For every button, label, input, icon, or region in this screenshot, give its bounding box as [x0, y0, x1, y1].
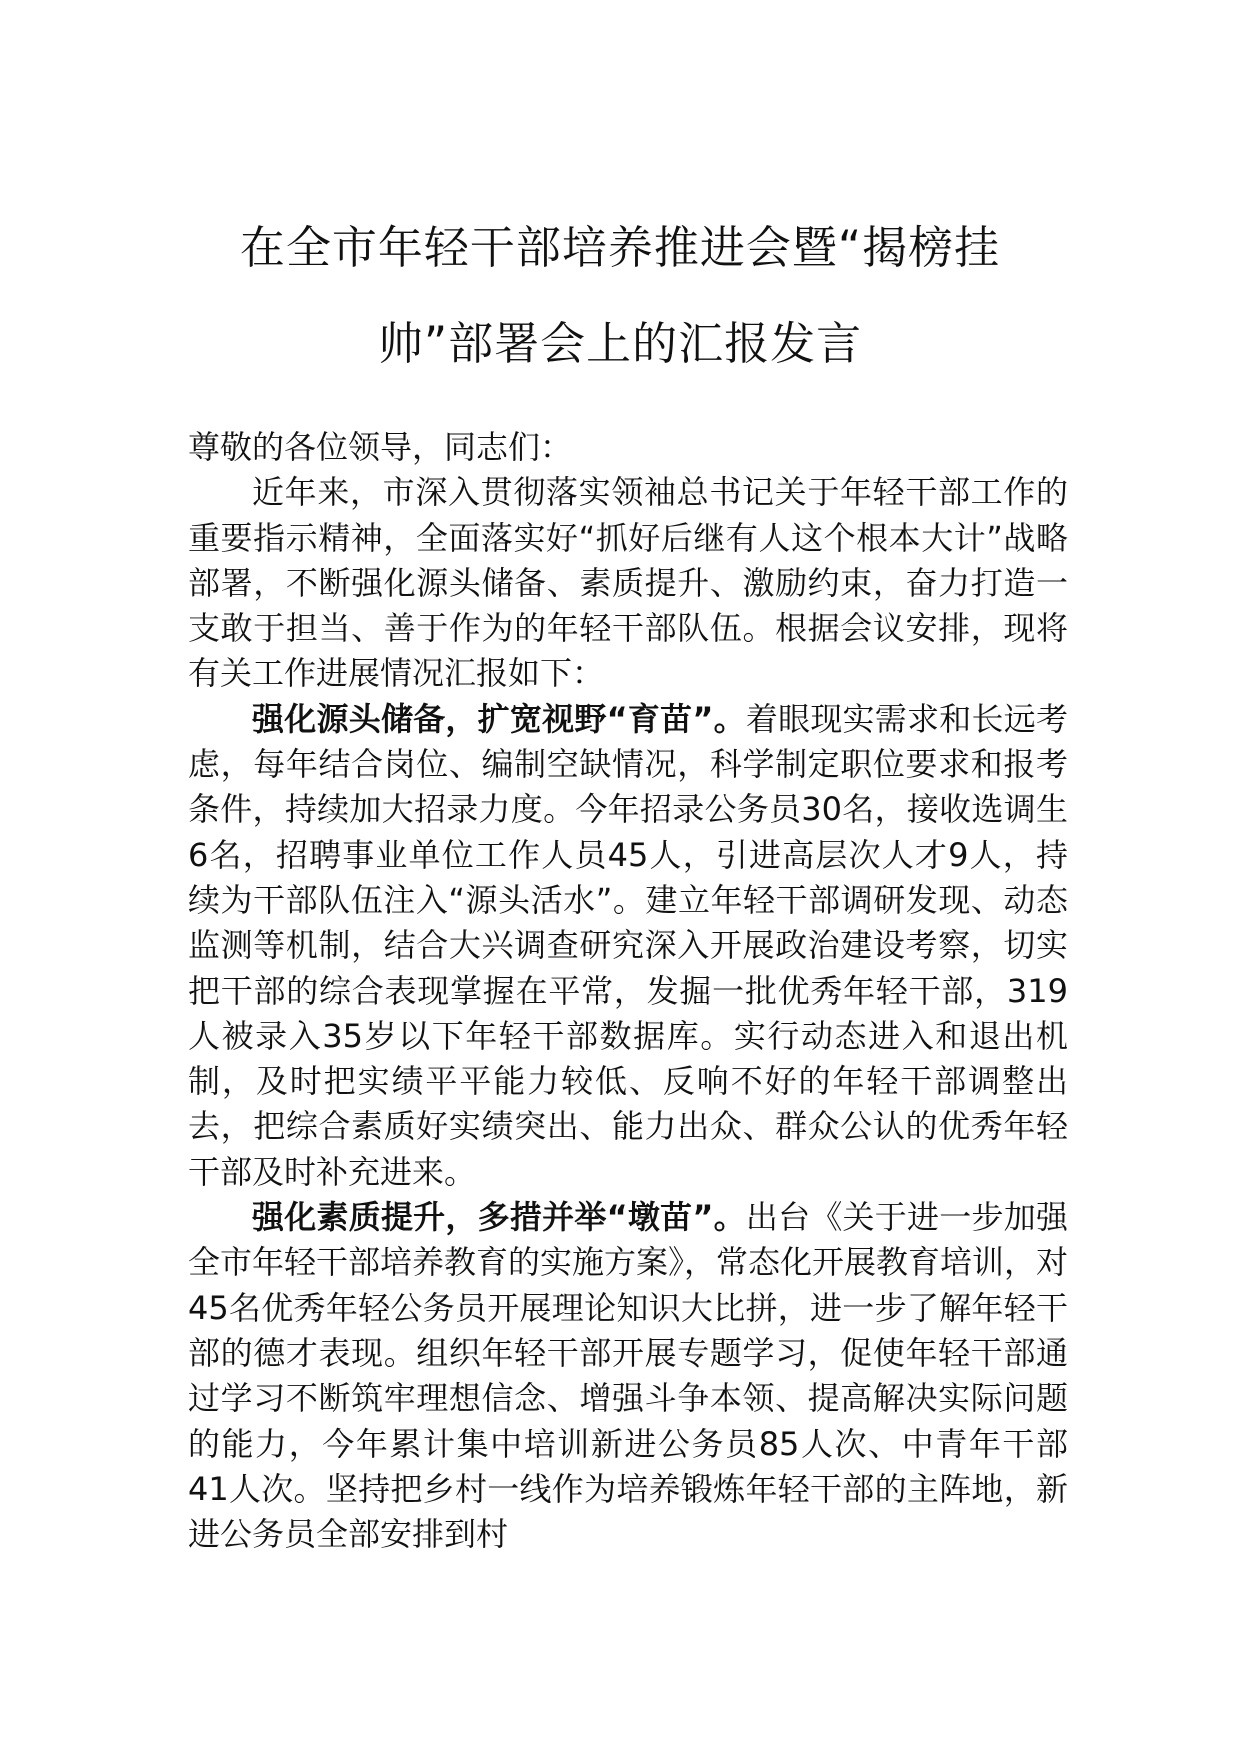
- title-line-1: 在全市年轻干部培养推进会暨“揭榜挂: [239, 221, 1001, 274]
- document-body: [188, 425, 1068, 1557]
- intro-paragraph: 近年来，市深入贯彻落实领袖总书记关于年轻干部工作的重要指示精神，全面落实好“抓好后继有人这个根本大计”战略部署，不断强化源头储备、素质提升、激励约束，奋力打造一支敢于担当、善于作为的年轻干部队伍。根据会议安排，现将有关工作进展情况汇报如下：: [188, 473, 1068, 693]
- section-1-text: 着眼现实需求和长远考虑，每年结合岗位、编制空缺情况，科学制定职位要求和报考条件，持续加大招录力度。今年招录公务员30名，接收选调生6名，招聘事业单位工作人员45人，引进高层次人才9人，持续为干部队伍注入“源头活水”。建立年轻干部调研发现、动态监测等机制，结合大兴调查研究深入开展政治建设考察，切实把干部的综合表现掌握在平常，发掘一批优秀年轻干部，319人被录入35岁以下年轻干部数据库。实行动态进入和退出机制，及时把实绩平平能力较低、反响不好的年轻干部调整出去，把综合素质好实绩突出、能力出众、群众公认的优秀年轻干部及时补充进来。: [188, 699, 1068, 1191]
- section-1-paragraph: [188, 697, 1068, 1195]
- salutation: 尊敬的各位领导，同志们：: [188, 428, 573, 466]
- section-2-heading: 强化素质提升，多措并举“墩苗”。: [252, 1198, 746, 1237]
- section-2-text: 出台《关于进一步加强全市年轻干部培养教育的实施方案》，常态化开展教育培训，对45名优秀年轻公务员开展理论知识大比拼，进一步了解年轻干部的德才表现。组织年轻干部开展专题学习，促使年轻干部通过学习不断筑牢理想信念、增强斗争本领、提高解决实际问题的能力，今年累计集中培训新进公务员85人次、中青年干部41人次。坚持把乡村一线作为培养锻炼年轻干部的主阵地，新进公务员全部安排到村: [188, 1198, 1069, 1554]
- section-2-paragraph: [188, 1195, 1068, 1557]
- section-1-heading: 强化源头储备，扩宽视野“育苗”。: [252, 699, 746, 738]
- document-title: [150, 200, 1090, 392]
- title-line-2: 帅”部署会上的汇报发言: [377, 317, 863, 370]
